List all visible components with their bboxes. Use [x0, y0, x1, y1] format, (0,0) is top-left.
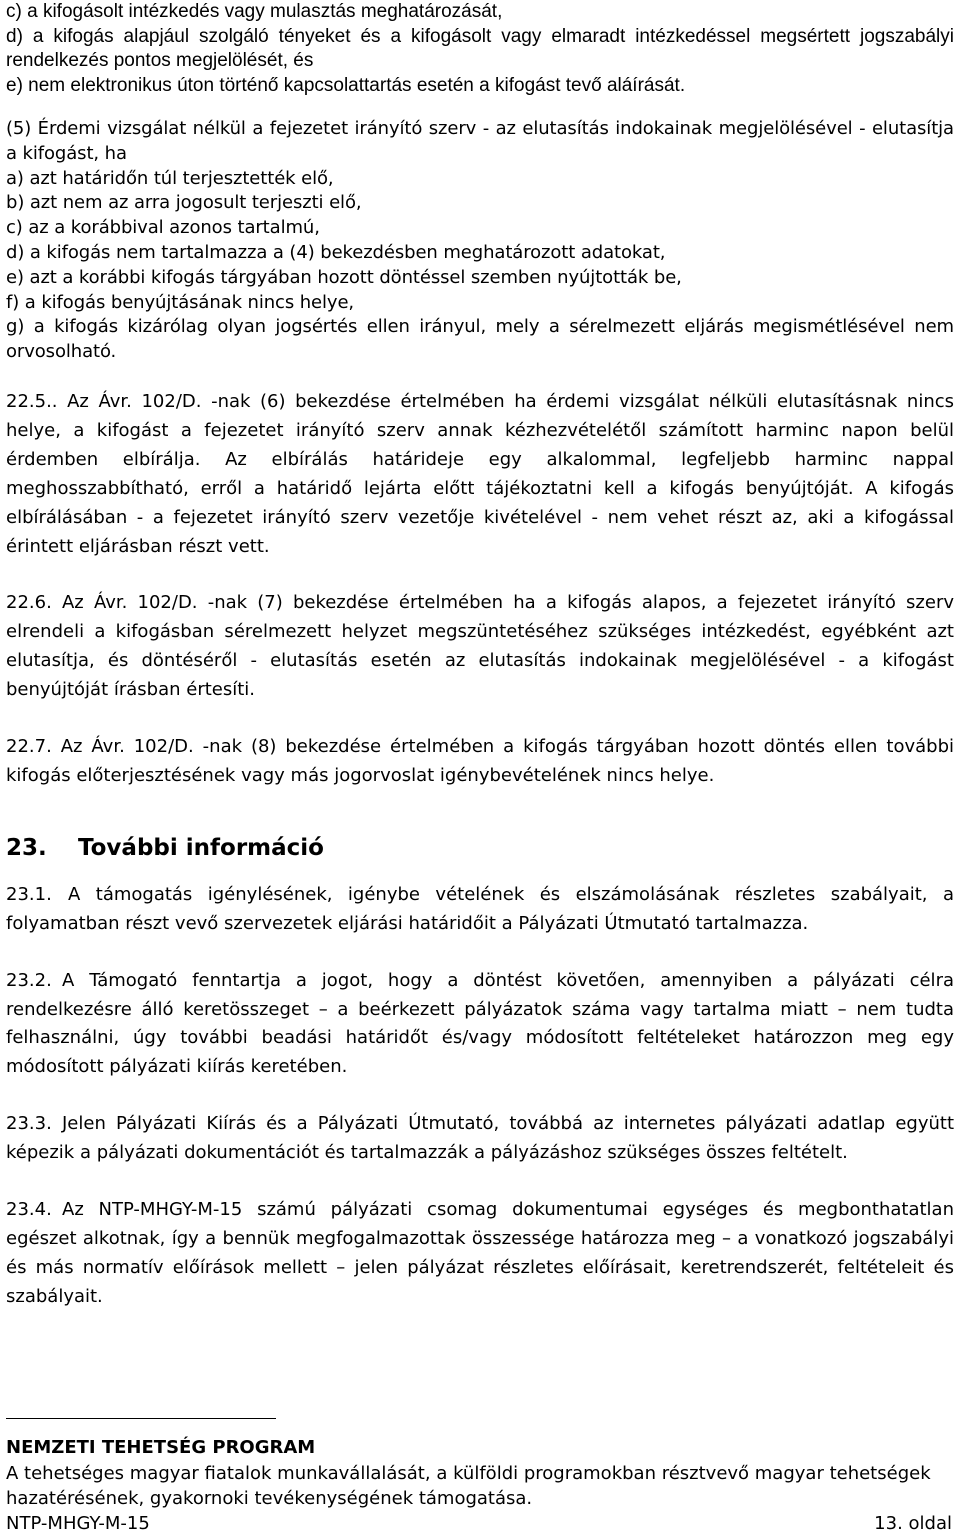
paragraph-22-7: 22.7. Az Ávr. 102/D. -nak (8) bekezdése értelmében a kifogás tárgyában hozott döntés ellen további kifogás előterjesztésének vagy más jogorvoslat igénybevételének nincs helye.	[6, 736, 954, 786]
subsection-23-1	[6, 881, 954, 939]
subsection-23-2	[6, 967, 954, 1083]
subsection-text: Jelen Pályázati Kiírás és a Pályázati Útmutató, továbbá az internetes pályázati adatlap együtt képezik a pályázati dokumentációt és tartalmazzák a pályázáshoz szükséges összes feltételt.	[6, 1113, 954, 1164]
section-5	[6, 117, 954, 365]
list-item: d) a kifogás alapjául szolgáló tényeket és a kifogásolt vagy elmaradt intézkedéssel megsértett jogszabályi rendelkezés pontos megjelölését, és	[6, 25, 954, 71]
paragraph-22-5: 22.5.. Az Ávr. 102/D. -nak (6) bekezdése értelmében ha érdemi vizsgálat nélküli elutasításnak nincs helye, a kifogást a fejezetet irányító szerv annak kézhezvételétől számított harminc napon belül érdemben elbírálja. Az elbírálás határideje egy alkalommal, legfeljebb harminc nappal meghosszabbítható, erről a határidő lejárta előtt tájékoztatni kell a kifogás benyújtóját. A kifogás elbírálásában - a fejezetet irányító szerv vezetője kivételével - nem vehet részt az, aki a kifogással érintett eljárásban részt vett.	[6, 390, 954, 557]
list-item: d) a kifogás nem tartalmazza a (4) bekezdésben meghatározott adatokat,	[6, 241, 666, 263]
section-5-intro: (5) Érdemi vizsgálat nélkül a fejezetet irányító szerv - az elutasítás indokainak megjelölésével - elutasítja a kifogást, ha	[6, 118, 954, 164]
footer-divider	[6, 1418, 276, 1419]
list-item: c) az a korábbival azonos tartalmú,	[6, 217, 320, 239]
list-item: c) a kifogásolt intézkedés vagy mulasztás meghatározását,	[6, 1, 503, 22]
footer-description: A tehetséges magyar fiatalok munkavállalását, a külföldi programokban résztvevő magyar tehetségek hazatérésének, gyakornoki tevékenységének támogatása.	[6, 1462, 931, 1509]
footer-bottom-row	[6, 1511, 954, 1531]
heading-number: 23.	[6, 834, 47, 861]
section-heading	[6, 833, 954, 863]
subsection-23-4	[6, 1196, 954, 1312]
page-number: 13. oldal	[874, 1512, 952, 1531]
list-item: f) a kifogás benyújtásának nincs helye,	[6, 291, 355, 313]
list-item: a) azt határidőn túl terjesztették elő,	[6, 167, 334, 189]
heading-title: További információ	[78, 834, 324, 861]
objection-content-list	[6, 0, 954, 98]
subsection-number: 23.1.	[6, 883, 52, 905]
subsection-number: 23.2.	[6, 969, 52, 991]
subsection-number: 23.3.	[6, 1113, 52, 1135]
subsection-text: A támogatás igénylésének, igénybe vételének és elszámolásának részletes szabályait, a folyamatban részt vevő szervezetek eljárási határidőit a Pályázati Útmutató tartalmazza.	[6, 883, 954, 934]
subsection-text: Az NTP-MHGY-M-15 számú pályázati csomag dokumentumai egységes és megbonthatatlan egészet alkotnak, így a bennük megfogalmazottak összessége határozza meg – a vonatkozó jogszabályi és más normatív előírások mellett – jelen pályázat részletes előírásait, keretrendszerét, feltételeit és szabályait.	[6, 1199, 954, 1307]
list-item: b) azt nem az arra jogosult terjeszti elő,	[6, 192, 362, 214]
subsection-text: A Támogató fenntartja a jogot, hogy a döntést követően, amennyiben a pályázati célra rendelkezésre álló keretösszeget – a beérkezett pályázatok száma vagy tartalma miatt – nem tudta felhasználni, úgy további beadási határidőt és/vagy módosított feltételeket határozzon meg egy módosított pályázati kiírás keretében.	[6, 969, 954, 1078]
subsection-23-3	[6, 1110, 954, 1168]
list-item: g) a kifogás kizárólag olyan jogsértés ellen irányul, mely a sérelmezett eljárás megismétlésével nem orvosolható.	[6, 316, 954, 363]
paragraph-22-6: 22.6. Az Ávr. 102/D. -nak (7) bekezdése értelmében ha a kifogás alapos, a fejezetet irányító szerv elrendeli a kifogásban sérelmezett helyzet megszüntetéséhez szükséges intézkedést, egyébként azt elutasítja, és döntéséről - elutasítás esetén az elutasítás indokainak megjelölésével - a kifogást benyújtóját írásban értesíti.	[6, 592, 954, 701]
subsection-number: 23.4.	[6, 1199, 52, 1221]
page-footer	[6, 1418, 954, 1531]
footer-program-title: NEMZETI TEHETSÉG PROGRAM	[6, 1437, 316, 1458]
footer-program-code: NTP-MHGY-M-15	[6, 1512, 150, 1531]
list-item: e) azt a korábbi kifogás tárgyában hozott döntéssel szemben nyújtották be,	[6, 266, 682, 288]
list-item: e) nem elektronikus úton történő kapcsolattartás esetén a kifogást tevő aláírását.	[6, 74, 686, 96]
